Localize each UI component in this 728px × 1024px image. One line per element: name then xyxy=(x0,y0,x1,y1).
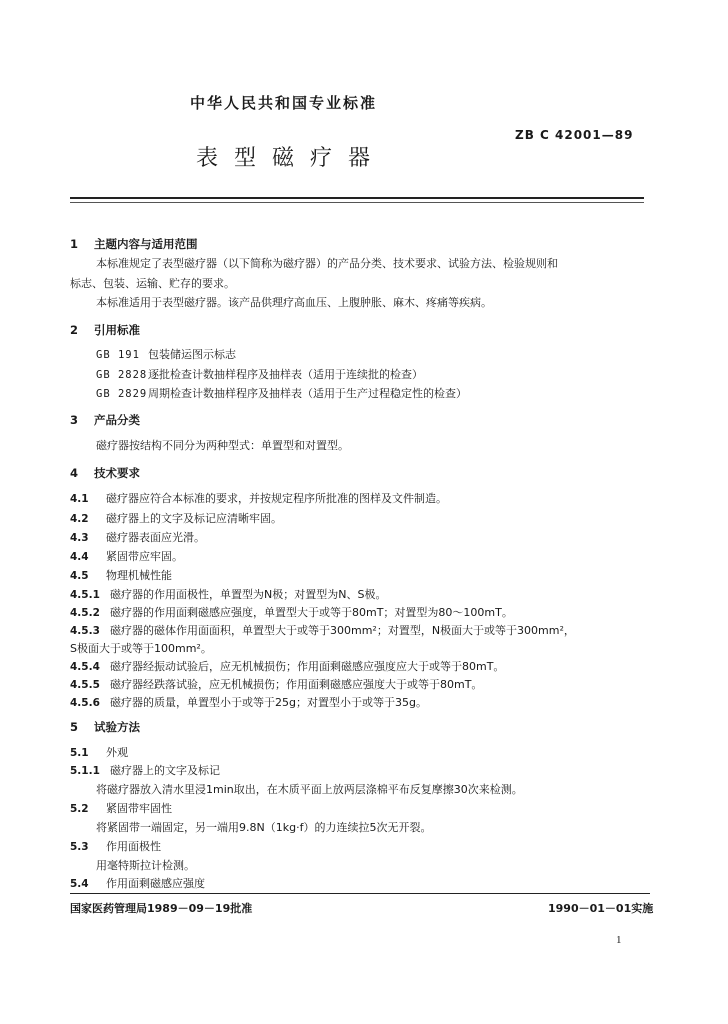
clause-number: 4.5.6 xyxy=(70,697,100,709)
clause-number: 5.2 xyxy=(70,803,89,815)
section-title: 试验方法 xyxy=(94,720,140,734)
section-1-para-2: 本标准适用于表型磁疗器。该产品供理疗高血压、上腹肿胀、麻木、疼痛等疾病。 xyxy=(96,296,492,309)
clause-4-4 xyxy=(70,548,183,564)
clause-text: 磁疗器的作用面极性，单置型为N极；对置型为N、S极。 xyxy=(110,588,387,601)
clause-number: 4.5.3 xyxy=(70,625,100,637)
clause-text: 磁疗器经振动试验后，应无机械损伤；作用面剩磁感应强度应大于或等于80mT。 xyxy=(110,660,505,673)
standard-code: ZB C 42001—89 xyxy=(515,128,634,142)
clause-text: 磁疗器上的文字及标记 xyxy=(110,764,220,777)
section-4-heading xyxy=(70,465,140,481)
header-rule-thin xyxy=(70,202,644,203)
clause-text: 紧固带应牢固。 xyxy=(106,550,183,563)
section-1-para-1b: 标志、包装、运输、贮存的要求。 xyxy=(70,277,235,290)
clause-5-3-body: 用毫特斯拉计检测。 xyxy=(96,859,195,872)
clause-number: 4.5.2 xyxy=(70,607,100,619)
section-3-heading xyxy=(70,412,140,428)
clause-number: 4.5.4 xyxy=(70,661,100,673)
page-number: 1 xyxy=(616,934,622,946)
clause-4-5-2 xyxy=(70,604,513,620)
clause-text: 外观 xyxy=(106,746,128,759)
clause-number: 4.5.1 xyxy=(70,589,100,601)
clause-number: 5.1 xyxy=(70,747,89,759)
reference-text: 周期检查计数抽样程序及抽样表（适用于生产过程稳定性的检查） xyxy=(148,387,467,400)
clause-text: 磁疗器的磁体作用面面积，单置型大于或等于300mm²；对置型，N极面大于或等于300mm²， xyxy=(110,624,575,637)
clause-text: 磁疗器的质量，单置型小于或等于25g；对置型小于或等于35g。 xyxy=(110,696,427,709)
reference-text: 逐批检查计数抽样程序及抽样表（适用于连续批的检查） xyxy=(148,368,423,381)
page-title: 表型磁疗器 xyxy=(196,146,387,171)
clause-text: 磁疗器应符合本标准的要求，并按规定程序所批准的图样及文件制造。 xyxy=(106,492,447,505)
clause-text: 磁疗器经跌落试验，应无机械损伤；作用面剩磁感应强度大于或等于80mT。 xyxy=(110,678,483,691)
reference-item xyxy=(96,366,423,382)
clause-number: 4.5.5 xyxy=(70,679,100,691)
clause-text: 作用面剩磁感应强度 xyxy=(106,877,205,890)
clause-4-5-3-continued: S极面大于或等于100mm²。 xyxy=(70,642,212,655)
issuing-authority: 中华人民共和国专业标准 xyxy=(190,94,378,112)
approval-date: 国家医药管理局1989－09－19批准 xyxy=(70,902,253,915)
section-title: 引用标准 xyxy=(94,323,140,337)
clause-number: 4.5 xyxy=(70,570,89,582)
clause-4-5-3 xyxy=(70,622,575,638)
section-number: 2 xyxy=(70,323,79,337)
reference-code: GB 191 xyxy=(96,349,140,361)
clause-text: 磁疗器的作用面剩磁感应强度，单置型大于或等于80mT；对置型为80～100mT。 xyxy=(110,606,513,619)
clause-number: 5.1.1 xyxy=(70,765,100,777)
section-3-para: 磁疗器按结构不同分为两种型式：单置型和对置型。 xyxy=(96,439,349,452)
reference-code: GB 2828 xyxy=(96,369,148,381)
section-5-heading xyxy=(70,719,140,735)
clause-number: 4.2 xyxy=(70,513,89,525)
clause-4-5-4 xyxy=(70,658,504,674)
section-number: 4 xyxy=(70,466,79,480)
reference-item xyxy=(96,346,236,362)
clause-5-3 xyxy=(70,838,161,854)
clause-4-5-1 xyxy=(70,586,386,602)
reference-item xyxy=(96,385,467,401)
reference-code: GB 2829 xyxy=(96,388,148,400)
clause-5-1-1 xyxy=(70,762,220,778)
clause-5-2-body: 将紧固带一端固定，另一端用9.8N（1kg·f）的力连续拉5次无开裂。 xyxy=(96,821,432,834)
section-number: 3 xyxy=(70,413,79,427)
clause-4-5-5 xyxy=(70,676,482,692)
section-1-para-1a: 本标准规定了表型磁疗器（以下简称为磁疗器）的产品分类、技术要求、试验方法、检验规则和 xyxy=(96,257,558,270)
section-number: 1 xyxy=(70,237,79,251)
footer-rule xyxy=(70,893,650,894)
section-title: 主题内容与适用范围 xyxy=(94,237,198,251)
section-number: 5 xyxy=(70,720,79,734)
reference-text: 包装储运图示标志 xyxy=(148,348,236,361)
clause-5-1-1-body: 将磁疗器放入清水里浸1min取出，在木质平面上放两层涤棉平布反复摩擦30次来检测。 xyxy=(96,783,523,796)
clause-5-1 xyxy=(70,744,128,760)
clause-text: 物理机械性能 xyxy=(106,569,172,582)
clause-text: 磁疗器表面应光滑。 xyxy=(106,531,205,544)
clause-4-5-6 xyxy=(70,694,427,710)
clause-number: 4.3 xyxy=(70,532,89,544)
clause-4-3 xyxy=(70,529,205,545)
section-title: 技术要求 xyxy=(94,466,140,480)
clause-4-2 xyxy=(70,510,282,526)
clause-text: 紧固带牢固性 xyxy=(106,802,172,815)
implementation-date: 1990－01－01实施 xyxy=(548,902,654,915)
clause-4-1 xyxy=(70,490,447,506)
section-title: 产品分类 xyxy=(94,413,140,427)
clause-text: 磁疗器上的文字及标记应清晰牢固。 xyxy=(106,512,282,525)
clause-5-2 xyxy=(70,800,172,816)
header-rule xyxy=(70,197,644,199)
clause-number: 5.4 xyxy=(70,878,89,890)
section-1-heading xyxy=(70,236,198,252)
clause-4-5 xyxy=(70,567,172,583)
clause-5-4 xyxy=(70,875,205,891)
clause-number: 4.1 xyxy=(70,493,89,505)
clause-number: 5.3 xyxy=(70,841,89,853)
clause-text: 作用面极性 xyxy=(106,840,161,853)
section-2-heading xyxy=(70,322,140,338)
clause-number: 4.4 xyxy=(70,551,89,563)
